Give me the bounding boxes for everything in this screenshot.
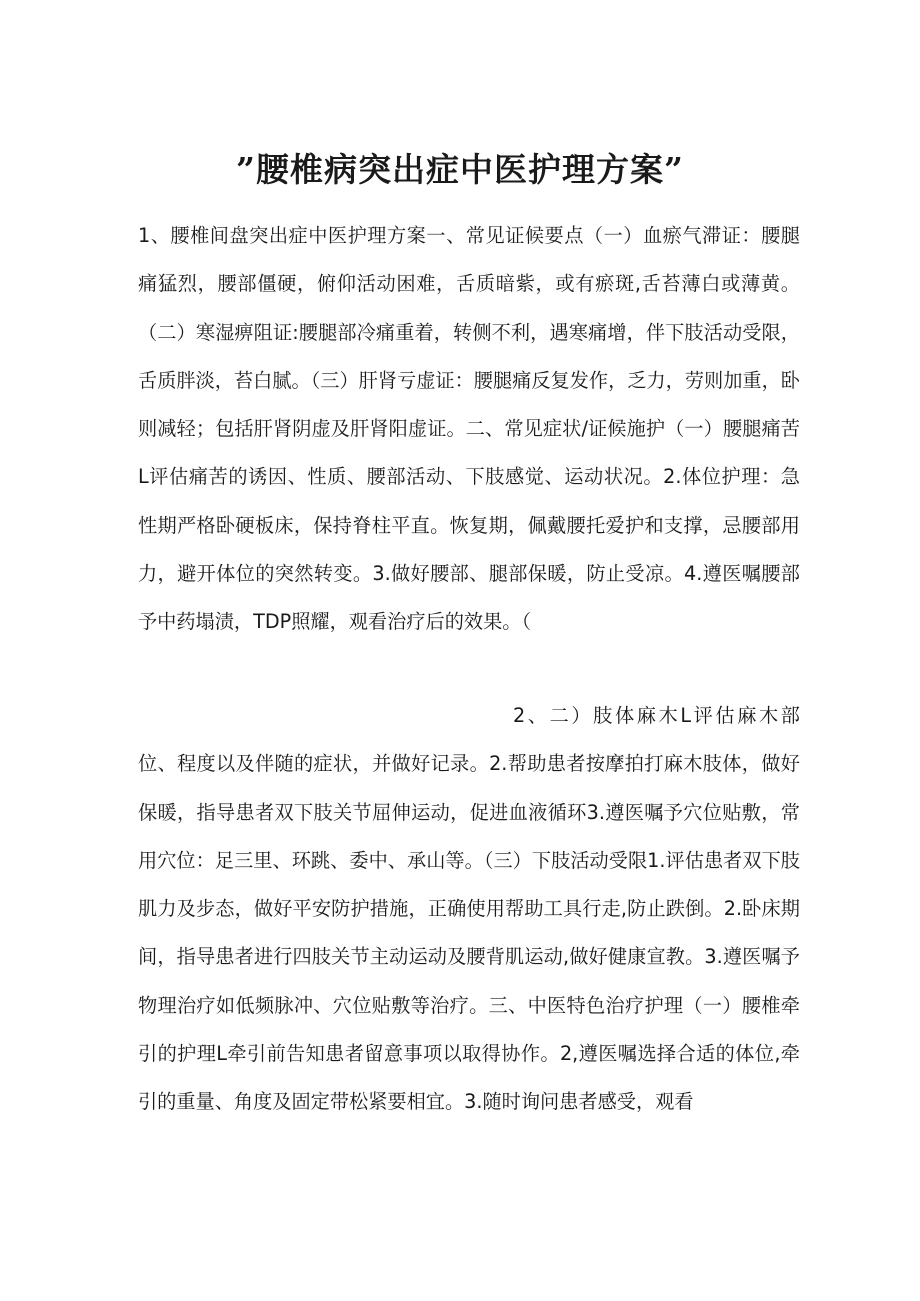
body-paragraph: 1、腰椎间盘突出症中医护理方案一、常见证候要点（一）血瘀气滞证：腰腿痛猛烈，腰部僵硬，俯仰活动困难，舌质暗紫，或有瘀斑,舌苔薄白或薄黄。（二）寒湿痹阻证:腰腿部冷痛重着，转侧不利，遇寒痛增，伴下肢活动受限，舌质胖淡，苔白腻。（三）肝肾亏虚证：腰腿痛反复发作，乏力，劳则加重，卧则减轻；包括肝肾阴虚及肝肾阳虚证。二、常见症状/证候施护（一）腰腿痛苦L评估痛苦的诱因、性质、腰部活动、下肢感觉、运动状况。2.体位护理：急性期严格卧硬板床，保持脊柱平直。恢复期，佩戴腰托爱护和支撑，忌腰部用力，避开体位的突然转变。3.做好腰部、腿部保暖，防止受凉。4.遵医嘱腰部予中药塌渍，TDP照耀，观看治疗后的效果。（ <box>138 224 800 634</box>
document-title: ”腰椎病突出症中医护理方案” <box>236 150 684 190</box>
body-paragraph: 2、二）肢体麻木L评估麻木部位、程度以及伴随的症状，并做好记录。2.帮助患者按摩拍打麻木肢体，做好保暖，指导患者双下肢关节屈伸运动，促进血液循环3.遵医嘱予穴位贴敷，常用穴位：足三里、环跳、委中、承山等。（三）下肢活动受限1.评估患者双下肢肌力及步态，做好平安防护措施，正确使用帮助工具行走,防止跌倒。2.卧床期间，指导患者进行四肢关节主动运动及腰背肌运动,做好健康宣教。3.遵医嘱予物理治疗如低频脉冲、穴位贴敷等治疗。三、中医特色治疗护理（一）腰椎牵引的护理L牵引前告知患者留意事项以取得协作。2,遵医嘱选择合适的体位,牵引的重量、角度及固定带松紧要相宜。3.随时询问患者感受，观看 <box>138 704 800 1114</box>
